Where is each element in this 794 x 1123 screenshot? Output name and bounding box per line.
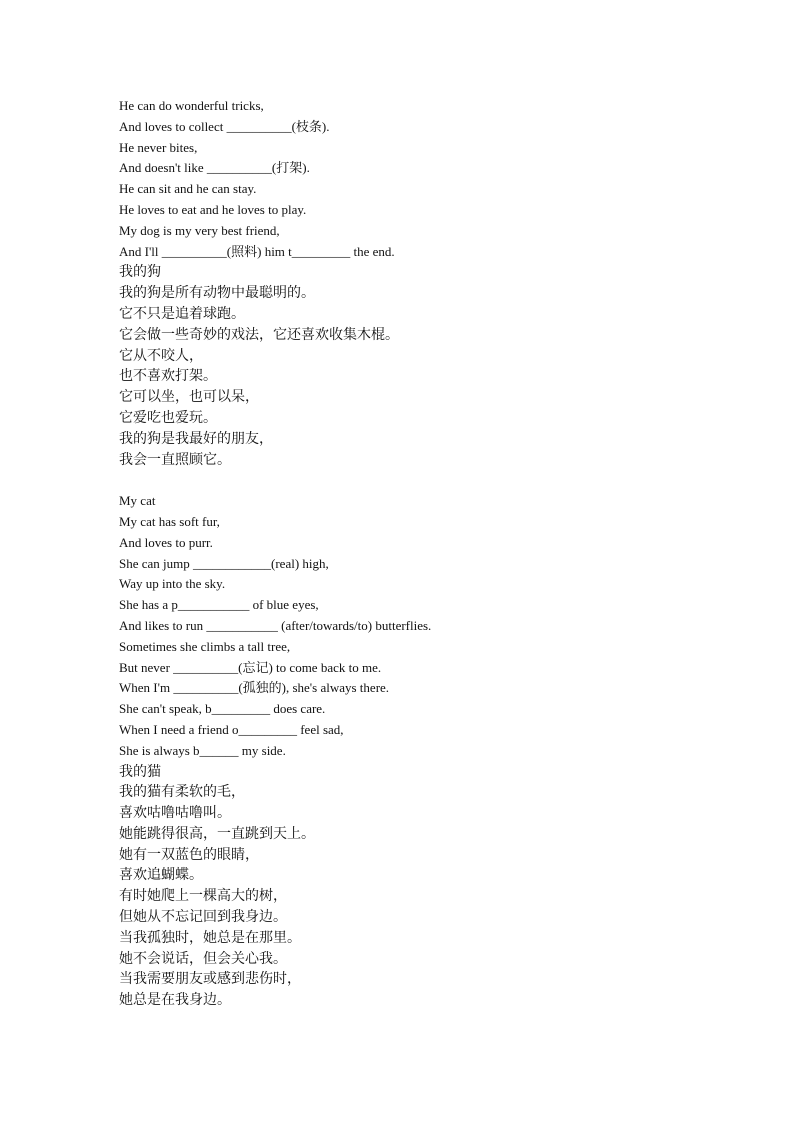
cat-translation-line: 但她从不忘记回到我身边。 bbox=[119, 909, 287, 926]
dog-translation-line: 它从不咬人， bbox=[119, 347, 203, 364]
dog-poem-line: And I'll __________(照料) him t_________ the end. bbox=[119, 243, 395, 259]
cat-poem-line: When I need a friend o_________ feel sad, bbox=[119, 721, 344, 737]
cat-poem-line: And likes to run ___________ (after/towards/to) butterflies. bbox=[119, 617, 432, 633]
cat-poem-line: She is always b______ my side. bbox=[119, 742, 286, 758]
dog-translation-line: 我的狗是我最好的朋友， bbox=[119, 430, 273, 447]
cat-translation-title: 我的猫 bbox=[119, 763, 161, 780]
dog-translation-line: 也不喜欢打架。 bbox=[119, 368, 217, 385]
dog-poem-line: And doesn't like __________(打架). bbox=[119, 160, 310, 176]
cat-translation-line: 她不会说话，但会关心我。 bbox=[119, 950, 287, 967]
cat-poem-line: Sometimes she climbs a tall tree, bbox=[119, 638, 291, 654]
dog-translation-line: 我的狗是所有动物中最聪明的。 bbox=[119, 285, 315, 302]
dog-poem-line: My dog is my very best friend, bbox=[119, 222, 280, 238]
cat-poem-line: My cat has soft fur, bbox=[119, 513, 220, 529]
cat-poem-line: Way up into the sky. bbox=[119, 576, 226, 592]
dog-translation-line: 它会做一些奇妙的戏法，它还喜欢收集木棍。 bbox=[119, 326, 399, 343]
dog-poem-line: And loves to collect __________(枝条). bbox=[119, 118, 330, 134]
section-spacer bbox=[119, 470, 719, 491]
dog-poem-line: He can do wonderful tricks, bbox=[119, 98, 264, 113]
dog-poem-line: He never bites, bbox=[119, 139, 198, 155]
cat-translation-line: 喜欢咕噜咕噜叫。 bbox=[119, 805, 231, 822]
cat-poem-title: My cat bbox=[119, 493, 156, 509]
cat-translation-line: 当我需要朋友或感到悲伤时， bbox=[119, 971, 301, 988]
worksheet-content bbox=[119, 96, 719, 1011]
dog-translation-line: 我会一直照顾它。 bbox=[119, 451, 231, 468]
cat-translation-line: 她能跳得很高，一直跳到天上。 bbox=[119, 825, 315, 842]
cat-poem-line: When I'm __________(孤独的), she's always there. bbox=[119, 680, 390, 696]
cat-poem-line: But never __________(忘记) to come back to me. bbox=[119, 659, 382, 675]
dog-translation-line: 它可以坐，也可以呆， bbox=[119, 389, 259, 406]
cat-translation-line: 她总是在我身边。 bbox=[119, 992, 231, 1009]
cat-translation-line: 当我孤独时，她总是在那里。 bbox=[119, 929, 301, 946]
cat-translation-line: 喜欢追蝴蝶。 bbox=[119, 867, 203, 884]
dog-translation-title: 我的狗 bbox=[119, 264, 161, 281]
cat-poem-line: She can jump ____________(real) high, bbox=[119, 555, 329, 571]
cat-poem-line: She has a p___________ of blue eyes, bbox=[119, 597, 319, 613]
dog-translation-line: 它不只是追着球跑。 bbox=[119, 305, 245, 322]
cat-translation-line: 有时她爬上一棵高大的树， bbox=[119, 888, 287, 905]
dog-poem-line: He loves to eat and he loves to play. bbox=[119, 201, 307, 217]
cat-poem-line: And loves to purr. bbox=[119, 534, 213, 550]
cat-poem-line: She can't speak, b_________ does care. bbox=[119, 701, 326, 717]
cat-translation-line: 我的猫有柔软的毛， bbox=[119, 784, 245, 801]
cat-translation-line: 她有一双蓝色的眼睛， bbox=[119, 846, 259, 863]
dog-translation-line: 它爱吃也爱玩。 bbox=[119, 409, 217, 426]
dog-poem-line: He can sit and he can stay. bbox=[119, 181, 257, 197]
